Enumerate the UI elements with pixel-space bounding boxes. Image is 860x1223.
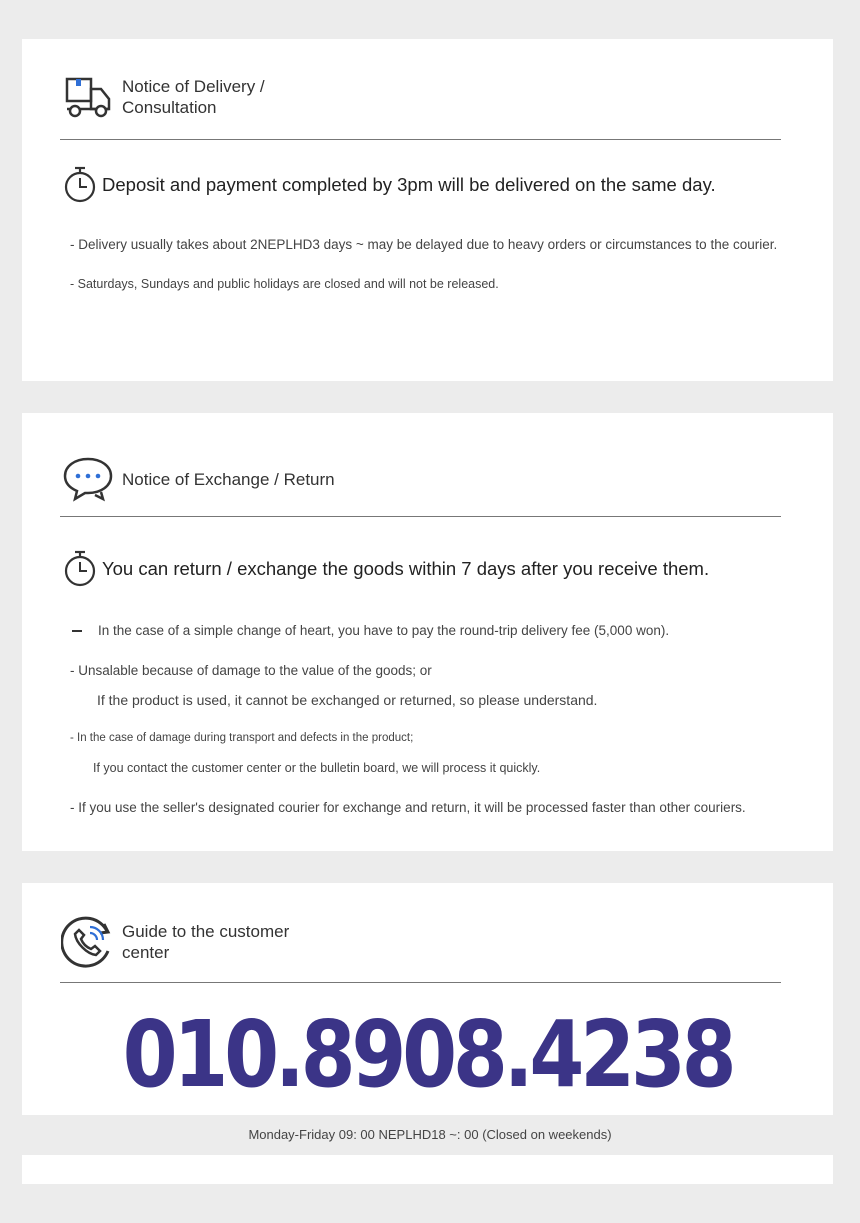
exchange-line-2a: - Unsalable because of damage to the value of the goods; or <box>70 663 432 678</box>
exchange-header <box>60 451 335 507</box>
customer-header <box>60 914 289 970</box>
exchange-divider <box>60 516 781 517</box>
truck-icon <box>60 69 116 125</box>
stopwatch-icon <box>62 165 98 205</box>
delivery-divider <box>60 139 781 140</box>
exchange-line-4: - If you use the seller's designated courier for exchange and return, it will be processed faster than other couriers. <box>70 800 746 815</box>
exchange-line-3a: - In the case of damage during transport and defects in the product; <box>70 732 414 744</box>
customer-divider <box>60 982 781 983</box>
exchange-title: Notice of Exchange / Return <box>122 469 335 489</box>
exchange-line-1: In the case of a simple change of heart, you have to pay the round-trip delivery fee (5,000 won). <box>70 623 669 638</box>
chat-bubble-icon <box>60 451 116 507</box>
exchange-headline <box>62 549 709 589</box>
customer-title: Guide to the customer center <box>122 922 290 962</box>
business-hours: Monday-Friday 09: 00 NEPLHD18 ~: 00 (Closed on weekends) <box>248 1127 612 1142</box>
phone-call-icon <box>60 914 116 970</box>
exchange-headline-text: You can return / exchange the goods within 7 days after you receive them. <box>102 558 710 579</box>
phone-number[interactable]: 010.8908.4238 <box>122 1001 733 1108</box>
delivery-line-1: - Delivery usually takes about 2NEPLHD3 days ~ may be delayed due to heavy orders or circumstances to the courier. <box>70 237 778 252</box>
delivery-header <box>60 69 265 125</box>
footer-card <box>22 1155 833 1184</box>
stopwatch-icon <box>62 549 98 589</box>
delivery-card <box>22 39 833 381</box>
dash-icon <box>72 630 82 632</box>
exchange-card <box>22 413 833 851</box>
exchange-line-2b: If the product is used, it cannot be exchanged or returned, so please understand. <box>97 692 598 708</box>
customer-card <box>22 883 833 1115</box>
delivery-headline-text: Deposit and payment completed by 3pm will be delivered on the same day. <box>102 174 716 195</box>
delivery-line-2: - Saturdays, Sundays and public holidays are closed and will not be released. <box>70 277 499 291</box>
delivery-title: Notice of Delivery / Consultation <box>122 77 265 117</box>
delivery-headline <box>62 165 716 205</box>
exchange-line-3b: If you contact the customer center or the bulletin board, we will process it quickly. <box>93 761 541 775</box>
